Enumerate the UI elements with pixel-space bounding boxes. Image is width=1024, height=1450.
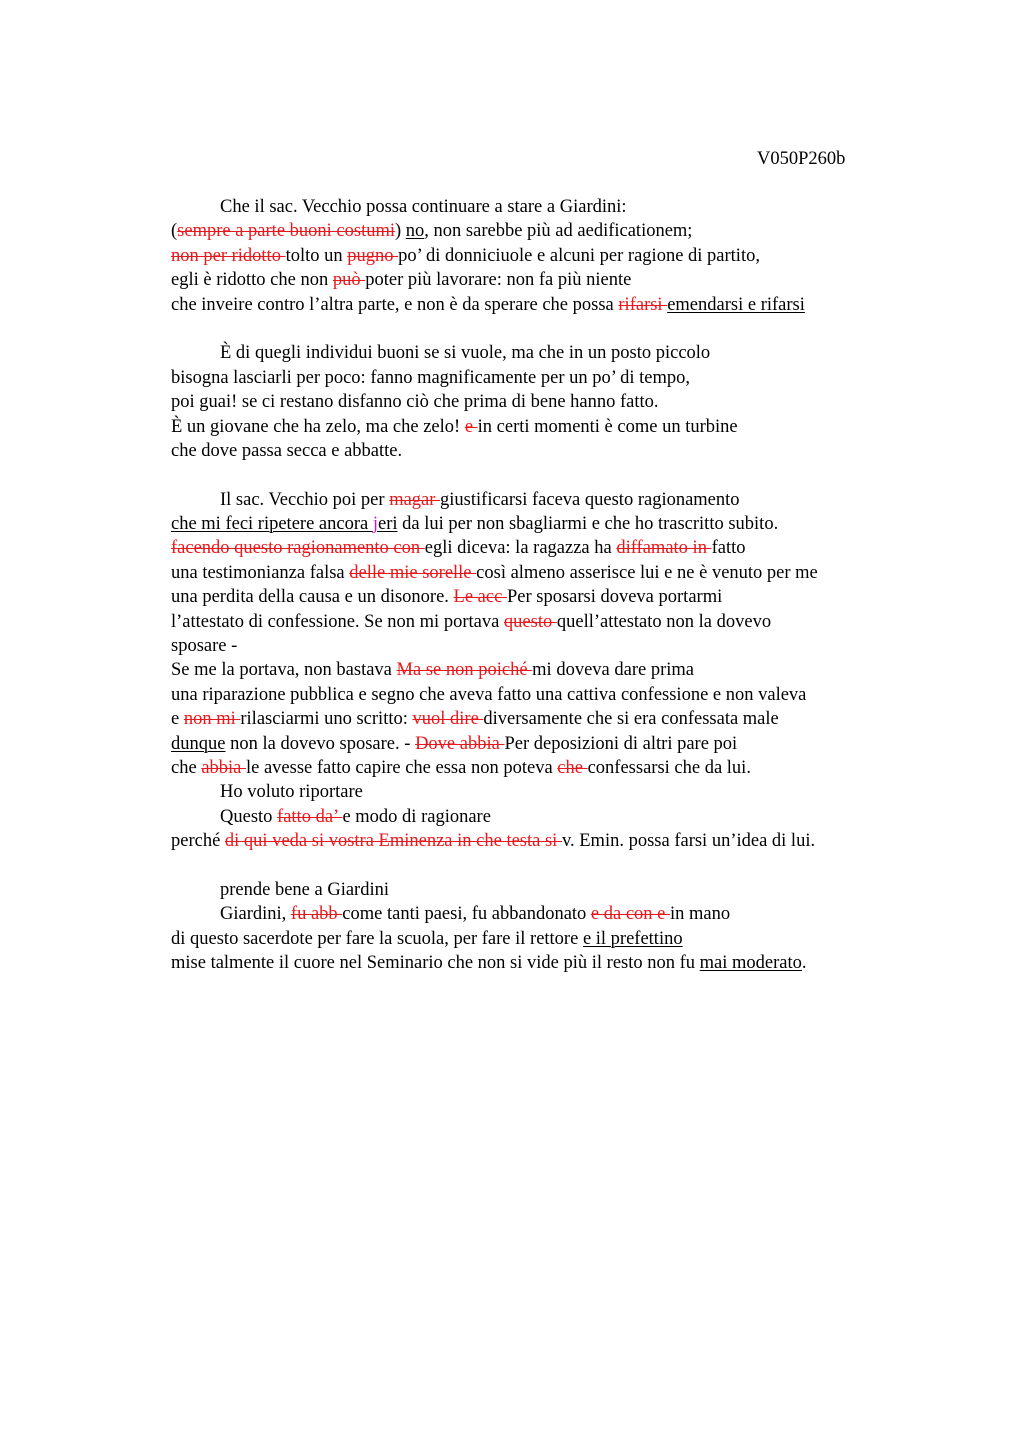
text-line [171,902,1011,926]
deleted-text: e da con e [590,904,671,925]
text-span: tolto un [285,245,348,266]
text-line [171,610,1011,634]
text-span: Il sac. Vecchio poi per [220,489,390,510]
text-span: Per sposarsi doveva portarmi [506,587,723,608]
text-line [171,805,1011,829]
text-line [171,439,1011,463]
deleted-text: non mi [183,709,241,730]
text-span: non la dovevo sposare. - [225,733,416,754]
text-span: po’ di donniciuole e alcuni per ragione di partito, [398,245,760,266]
text-span: eri [377,514,398,535]
inserted-text: j [372,514,378,535]
underlined-text: emendarsi e rifarsi [667,294,805,315]
underlined-text: mai moderato [699,953,802,974]
text-span: Giardini, [220,904,291,925]
text-span: da lui per non sbagliarmi e che ho trascritto subito. [397,514,779,535]
text-span: prende bene a Giardini [220,879,389,900]
text-line [171,561,1011,585]
document-code: V050P260b [757,149,846,169]
text-span: rilasciarmi uno scritto: [240,709,413,730]
text-line [171,878,1011,902]
text-span: che inveire contro l’altra parte, e non è da sperare che possa [171,294,619,315]
text-span: una riparazione pubblica e segno che aveva fatto una cattiva confessione e non valeva [171,684,807,705]
deleted-text: Dove abbia [415,733,505,754]
deleted-text: non per ridotto [171,245,286,266]
text-span: Per deposizioni di altri pare poi [504,733,738,754]
underlined-text [171,514,398,534]
deleted-text: questo [503,611,557,632]
text-span: così almeno asserisce lui e ne è venuto per me [476,562,818,583]
text-line [171,415,1011,439]
underlined-text: e il prefettino [582,928,683,949]
text-span: quell’attestato non la dovevo [556,611,772,632]
text-line [171,341,1011,365]
text-span: fatto [711,538,746,559]
text-span: Questo [220,806,278,827]
deleted-text: facendo questo ragionamento con [171,538,425,559]
text-line [171,829,1011,853]
text-span: che mi feci ripetere ancora [171,514,373,535]
text-line [171,707,1011,731]
text-line [171,780,1011,804]
deleted-text: diffamato in [616,538,712,559]
deleted-text: abbia [201,757,246,778]
text-line [171,927,1011,951]
deleted-text: di qui veda si vostra Eminenza in che testa si [224,831,562,852]
text-span: poter più lavorare: non fa più niente [365,270,632,291]
text-span: mise talmente il cuore nel Seminario che non si vide più il resto non fu [171,953,700,974]
deleted-text: fu abb [290,904,343,925]
text-span: È di quegli individui buoni se si vuole, ma che in un posto piccolo [220,343,711,364]
text-span: diversamente che si era confessata male [483,709,779,730]
text-span: e modo di ragionare [342,806,491,827]
text-span: . [801,953,807,974]
text-span: ( [171,221,178,242]
document-body [171,195,1011,976]
text-span: che dove passa secca e abbatte. [171,440,403,461]
text-span: una testimonianza falsa [171,562,350,583]
text-span: bisogna lasciarli per poco: fanno magnificamente per un po’ di tempo, [171,367,691,388]
text-span: perché [171,831,225,852]
deleted-text: Ma se non poiché [396,660,533,681]
deleted-text: può [332,270,366,291]
text-span: mi doveva dare prima [532,660,694,681]
text-line [171,390,1011,414]
text-line [171,512,1011,536]
text-line [171,488,1011,512]
paragraph-gap [171,463,1011,487]
deleted-text: magar [389,489,441,510]
text-line [171,366,1011,390]
text-line [171,585,1011,609]
text-span: Ho voluto riportare [220,782,363,803]
text-span: le avesse fatto capire che essa non poteva [246,757,558,778]
deleted-text: sempre a parte buoni costumi [177,221,395,242]
text-line [171,732,1011,756]
deleted-text: delle mie sorelle [349,562,477,583]
text-span: egli diceva: la ragazza ha [424,538,617,559]
text-line [171,268,1011,292]
text-span: sposare - [171,636,238,657]
text-span: in mano [670,904,731,925]
text-span: egli è ridotto che non [171,270,333,291]
text-span: che [171,757,202,778]
text-line [171,756,1011,780]
text-span: l’attestato di confessione. Se non mi portava [171,611,504,632]
text-line [171,536,1011,560]
text-line [171,951,1011,975]
text-span: È un giovane che ha zelo, ma che zelo! [171,416,465,437]
text-span: come tanti paesi, fu abbandonato [342,904,591,925]
paragraph-gap [171,854,1011,878]
text-span: poi guai! se ci restano disfanno ciò che prima di bene hanno fatto. [171,392,659,413]
deleted-text: rifarsi [618,294,668,315]
deleted-text: e [464,416,478,437]
deleted-text: vuol dire [412,709,484,730]
deleted-text: che [557,757,588,778]
text-span: giustificarsi faceva questo ragionamento [440,489,740,510]
deleted-text: Le acc [453,587,507,608]
text-line [171,634,1011,658]
text-line [171,683,1011,707]
text-span: , non sarebbe più ad aedificationem; [424,221,693,242]
text-span: confessarsi che da lui. [587,757,751,778]
text-span: Che il sac. Vecchio possa continuare a stare a Giardini: [220,197,627,217]
underlined-text: no [405,221,425,242]
text-span: in certi momenti è come un turbine [477,416,738,437]
paragraph-gap [171,317,1011,341]
text-span: una perdita della causa e un disonore. [171,587,454,608]
underlined-text: dunque [171,733,226,754]
text-line [171,219,1011,243]
text-span: Se me la portava, non bastava [171,660,397,681]
text-line [171,293,1011,317]
deleted-text: fatto da’ [277,806,343,827]
text-line [171,195,1011,219]
text-span: e [171,709,184,730]
text-span: di questo sacerdote per fare la scuola, per fare il rettore [171,928,583,949]
deleted-text: pugno [347,245,399,266]
text-line [171,658,1011,682]
text-line [171,244,1011,268]
text-span: v. Emin. possa farsi un’idea di lui. [561,831,816,852]
text-span: ) [395,221,406,242]
